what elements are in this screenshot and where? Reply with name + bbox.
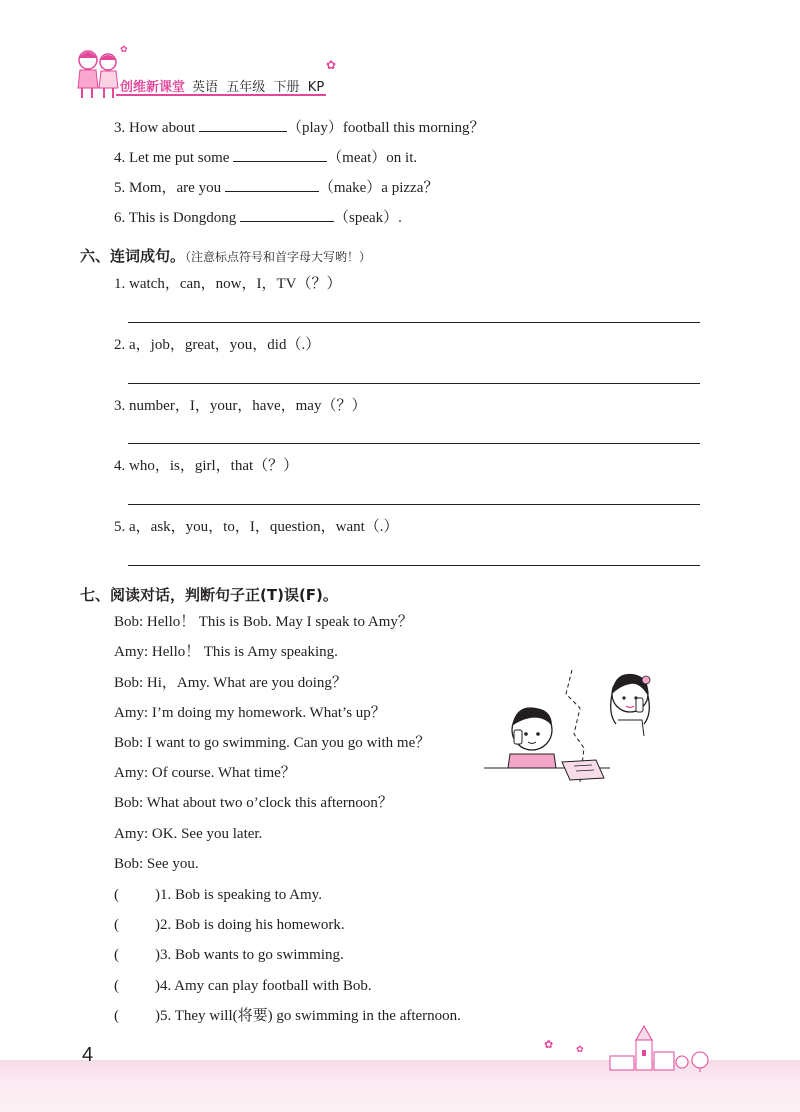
header-rule — [116, 94, 326, 96]
question-text: 4. Amy can play football with Bob. — [160, 978, 372, 994]
kids-phone-icon — [480, 664, 670, 788]
item-hint: （speak）. — [333, 210, 402, 226]
dialogue-line-1: Bob: Hello！ This is Bob. May I speak to Amy？ — [114, 614, 413, 630]
dialogue-line-9: Bob: See you. — [114, 856, 199, 872]
section6-title: 六、连词成句。 — [80, 247, 186, 265]
item-hint: （meat）on it. — [327, 150, 418, 166]
tf-question-4 — [114, 976, 372, 996]
item-text: 4. Let me put some — [114, 150, 234, 166]
section5-item-6 — [114, 207, 402, 228]
question-text: 2. Bob is doing his homework. — [160, 917, 345, 933]
bracket-close: ) — [155, 887, 160, 903]
section6-note: （注意标点符号和首字母大写哟！） — [185, 250, 372, 264]
bracket-close: ) — [155, 1008, 160, 1024]
page-number: 4 — [82, 1044, 94, 1066]
item-text: 3. How about — [114, 120, 199, 136]
answer-line-2[interactable] — [128, 383, 700, 384]
question-text: 1. Bob is speaking to Amy. — [160, 887, 322, 903]
item-text: 5. Mom，are you — [114, 180, 225, 196]
tf-question-3 — [114, 945, 344, 965]
bracket-open: ( — [114, 947, 119, 963]
dialogue-line-6: Amy: Of course. What time？ — [114, 765, 296, 781]
svg-text:✿: ✿ — [544, 1039, 554, 1051]
castle-icon — [540, 1022, 740, 1072]
section6-item-5: 5. a，ask，you，to，I，question，want（.） — [114, 519, 399, 535]
answer-blank[interactable] — [199, 117, 287, 132]
bracket-open: ( — [114, 917, 119, 933]
section6-item-3: 3. number，I，your，have，may（？） — [114, 398, 367, 414]
header-series: 创维新课堂 — [120, 80, 186, 95]
svg-text:✿: ✿ — [576, 1044, 584, 1054]
tf-question-5 — [114, 1006, 461, 1026]
section6-item-2: 2. a，job，great，you，did（.） — [114, 337, 321, 353]
section5-item-4 — [114, 147, 417, 168]
answer-line-4[interactable] — [128, 504, 700, 505]
bracket-close: ) — [155, 978, 160, 994]
header-flower-icon: ✿ — [326, 58, 337, 72]
section6-item-1: 1. watch，can，now，I，TV（？） — [114, 276, 342, 292]
question-text: 5. They will(将要) go swimming in the afternoon. — [160, 1008, 461, 1024]
answer-blank[interactable] — [240, 207, 334, 222]
header-subject-info: 英语 五年级 下册 KP — [192, 80, 325, 95]
phone-call-illustration — [480, 664, 670, 788]
answer-blank[interactable] — [225, 177, 319, 192]
tf-question-2 — [114, 915, 345, 935]
dialogue-line-8: Amy: OK. See you later. — [114, 826, 263, 842]
question-text: 3. Bob wants to go swimming. — [160, 947, 344, 963]
dialogue-line-5: Bob: I want to go swimming. Can you go with me？ — [114, 735, 431, 751]
bracket-close: ) — [155, 917, 160, 933]
section5-item-5 — [114, 177, 438, 198]
answer-line-5[interactable] — [128, 565, 700, 566]
bracket-close: ) — [155, 947, 160, 963]
item-text: 6. This is Dongdong — [114, 210, 240, 226]
bracket-open: ( — [114, 978, 119, 994]
dialogue-line-2: Amy: Hello！ This is Amy speaking. — [114, 644, 338, 660]
tf-question-1 — [114, 885, 322, 905]
item-hint: （play）football this morning？ — [287, 120, 485, 136]
bracket-open: ( — [114, 1008, 119, 1024]
answer-line-1[interactable] — [128, 322, 700, 323]
footer-castle-decoration — [540, 1022, 740, 1072]
item-hint: （make）a pizza？ — [318, 180, 439, 196]
section5-item-3 — [114, 117, 484, 138]
dialogue-line-7: Bob: What about two o’clock this afternoon？ — [114, 795, 393, 811]
svg-text:✿: ✿ — [120, 44, 128, 54]
section6-item-4: 4. who，is，girl，that（？） — [114, 458, 299, 474]
answer-blank[interactable] — [233, 147, 327, 162]
dialogue-line-3: Bob: Hi，Amy. What are you doing？ — [114, 675, 347, 691]
section6-title-row — [80, 245, 371, 266]
answer-line-3[interactable] — [128, 443, 700, 444]
section7-title: 七、阅读对话，判断句子正(T)误(F)。 — [80, 586, 338, 604]
dialogue-line-4: Amy: I’m doing my homework. What’s up？ — [114, 705, 386, 721]
bracket-open: ( — [114, 887, 119, 903]
